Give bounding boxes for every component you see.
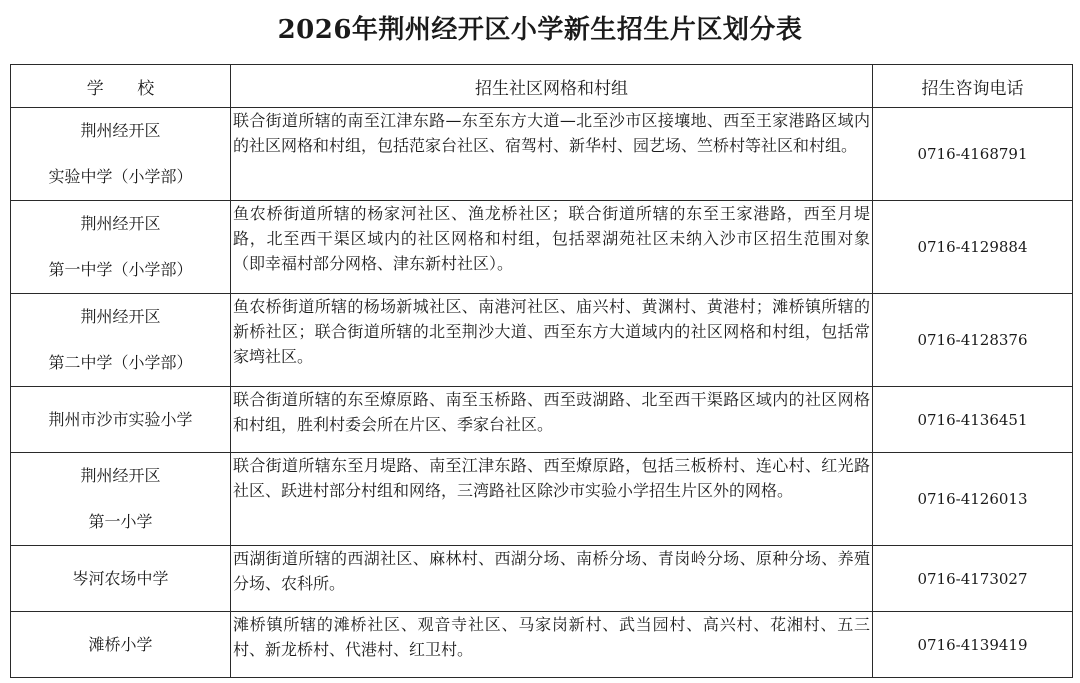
table-row <box>11 387 1073 453</box>
phone-cell: 0716-4136451 <box>873 387 1073 453</box>
area-cell: 西湖街道所辖的西湖社区、麻林村、西湖分场、南桥分场、青岗岭分场、原种分场、养殖分场、农科所。 <box>231 546 873 612</box>
school-name-line1: 荆州市沙市实验小学 <box>48 409 193 429</box>
area-cell: 滩桥镇所辖的滩桥社区、观音寺社区、马家岗新村、武当园村、高兴村、花湘村、五三村、新龙桥村、代港村、红卫村。 <box>231 612 873 678</box>
area-cell: 联合街道所辖的南至江津东路—东至东方大道—北至沙市区接壤地、西至王家港路区域内的社区网格和村组，包括范家台社区、宿驾村、新华村、园艺场、竺桥村等社区和村组。 <box>231 108 873 201</box>
school-cell <box>11 108 231 201</box>
school-name-line1: 荆州经开区 <box>80 466 161 485</box>
header-school: 学 校 <box>11 65 231 108</box>
school-name-line1: 荆州经开区 <box>80 121 161 140</box>
header-phone: 招生咨询电话 <box>873 65 1073 108</box>
school-cell <box>11 387 231 453</box>
area-cell: 鱼农桥街道所辖的杨场新城社区、南港河社区、庙兴村、黄渊村、黄港村；滩桥镇所辖的新桥社区；联合街道所辖的北至荆沙大道、西至东方大道域内的社区网格和村组，包括常家塆社区。 <box>231 294 873 387</box>
table-row <box>11 294 1073 387</box>
table-row <box>11 546 1073 612</box>
table-row <box>11 453 1073 546</box>
school-cell <box>11 201 231 294</box>
school-name-line2: 第二中学（小学部） <box>48 353 193 372</box>
enrollment-table <box>10 64 1073 678</box>
phone-cell: 0716-4128376 <box>873 294 1073 387</box>
area-cell: 鱼农桥街道所辖的杨家河社区、渔龙桥社区；联合街道所辖的东至王家港路，西至月堤路，北至西干渠区域内的社区网格和村组，包括翠湖苑社区未纳入沙市区招生范围对象（即幸福村部分网格、津东新村社区）。 <box>231 201 873 294</box>
phone-cell: 0716-4126013 <box>873 453 1073 546</box>
phone-cell: 0716-4173027 <box>873 546 1073 612</box>
school-cell <box>11 546 231 612</box>
table-row <box>11 612 1073 678</box>
table-row <box>11 201 1073 294</box>
school-name-line2: 第一中学（小学部） <box>48 260 193 279</box>
school-name-line2: 实验中学（小学部） <box>48 167 193 186</box>
school-cell <box>11 294 231 387</box>
school-name-line1: 岑河农场中学 <box>72 568 169 588</box>
phone-cell: 0716-4168791 <box>873 108 1073 201</box>
page-title: 2026年荆州经开区小学新生招生片区划分表 <box>277 15 803 45</box>
school-cell <box>11 612 231 678</box>
school-name-line1: 滩桥小学 <box>88 634 153 654</box>
header-area: 招生社区网格和村组 <box>231 65 873 108</box>
area-cell: 联合街道所辖东至月堤路、南至江津东路、西至燎原路，包括三板桥村、连心村、红光路社区、跃进村部分村组和网络，三湾路社区除沙市实验小学招生片区外的网格。 <box>231 453 873 546</box>
school-name-line1: 荆州经开区 <box>80 307 161 326</box>
school-name-line1: 荆州经开区 <box>80 214 161 233</box>
phone-cell: 0716-4129884 <box>873 201 1073 294</box>
area-cell: 联合街道所辖的东至燎原路、南至玉桥路、西至豉湖路、北至西干渠路区域内的社区网格和村组，胜利村委会所在片区、季家台社区。 <box>231 387 873 453</box>
table-header-row <box>11 65 1073 108</box>
table-row <box>11 108 1073 201</box>
school-name-line2: 第一小学 <box>88 512 153 531</box>
school-cell <box>11 453 231 546</box>
phone-cell: 0716-4139419 <box>873 612 1073 678</box>
